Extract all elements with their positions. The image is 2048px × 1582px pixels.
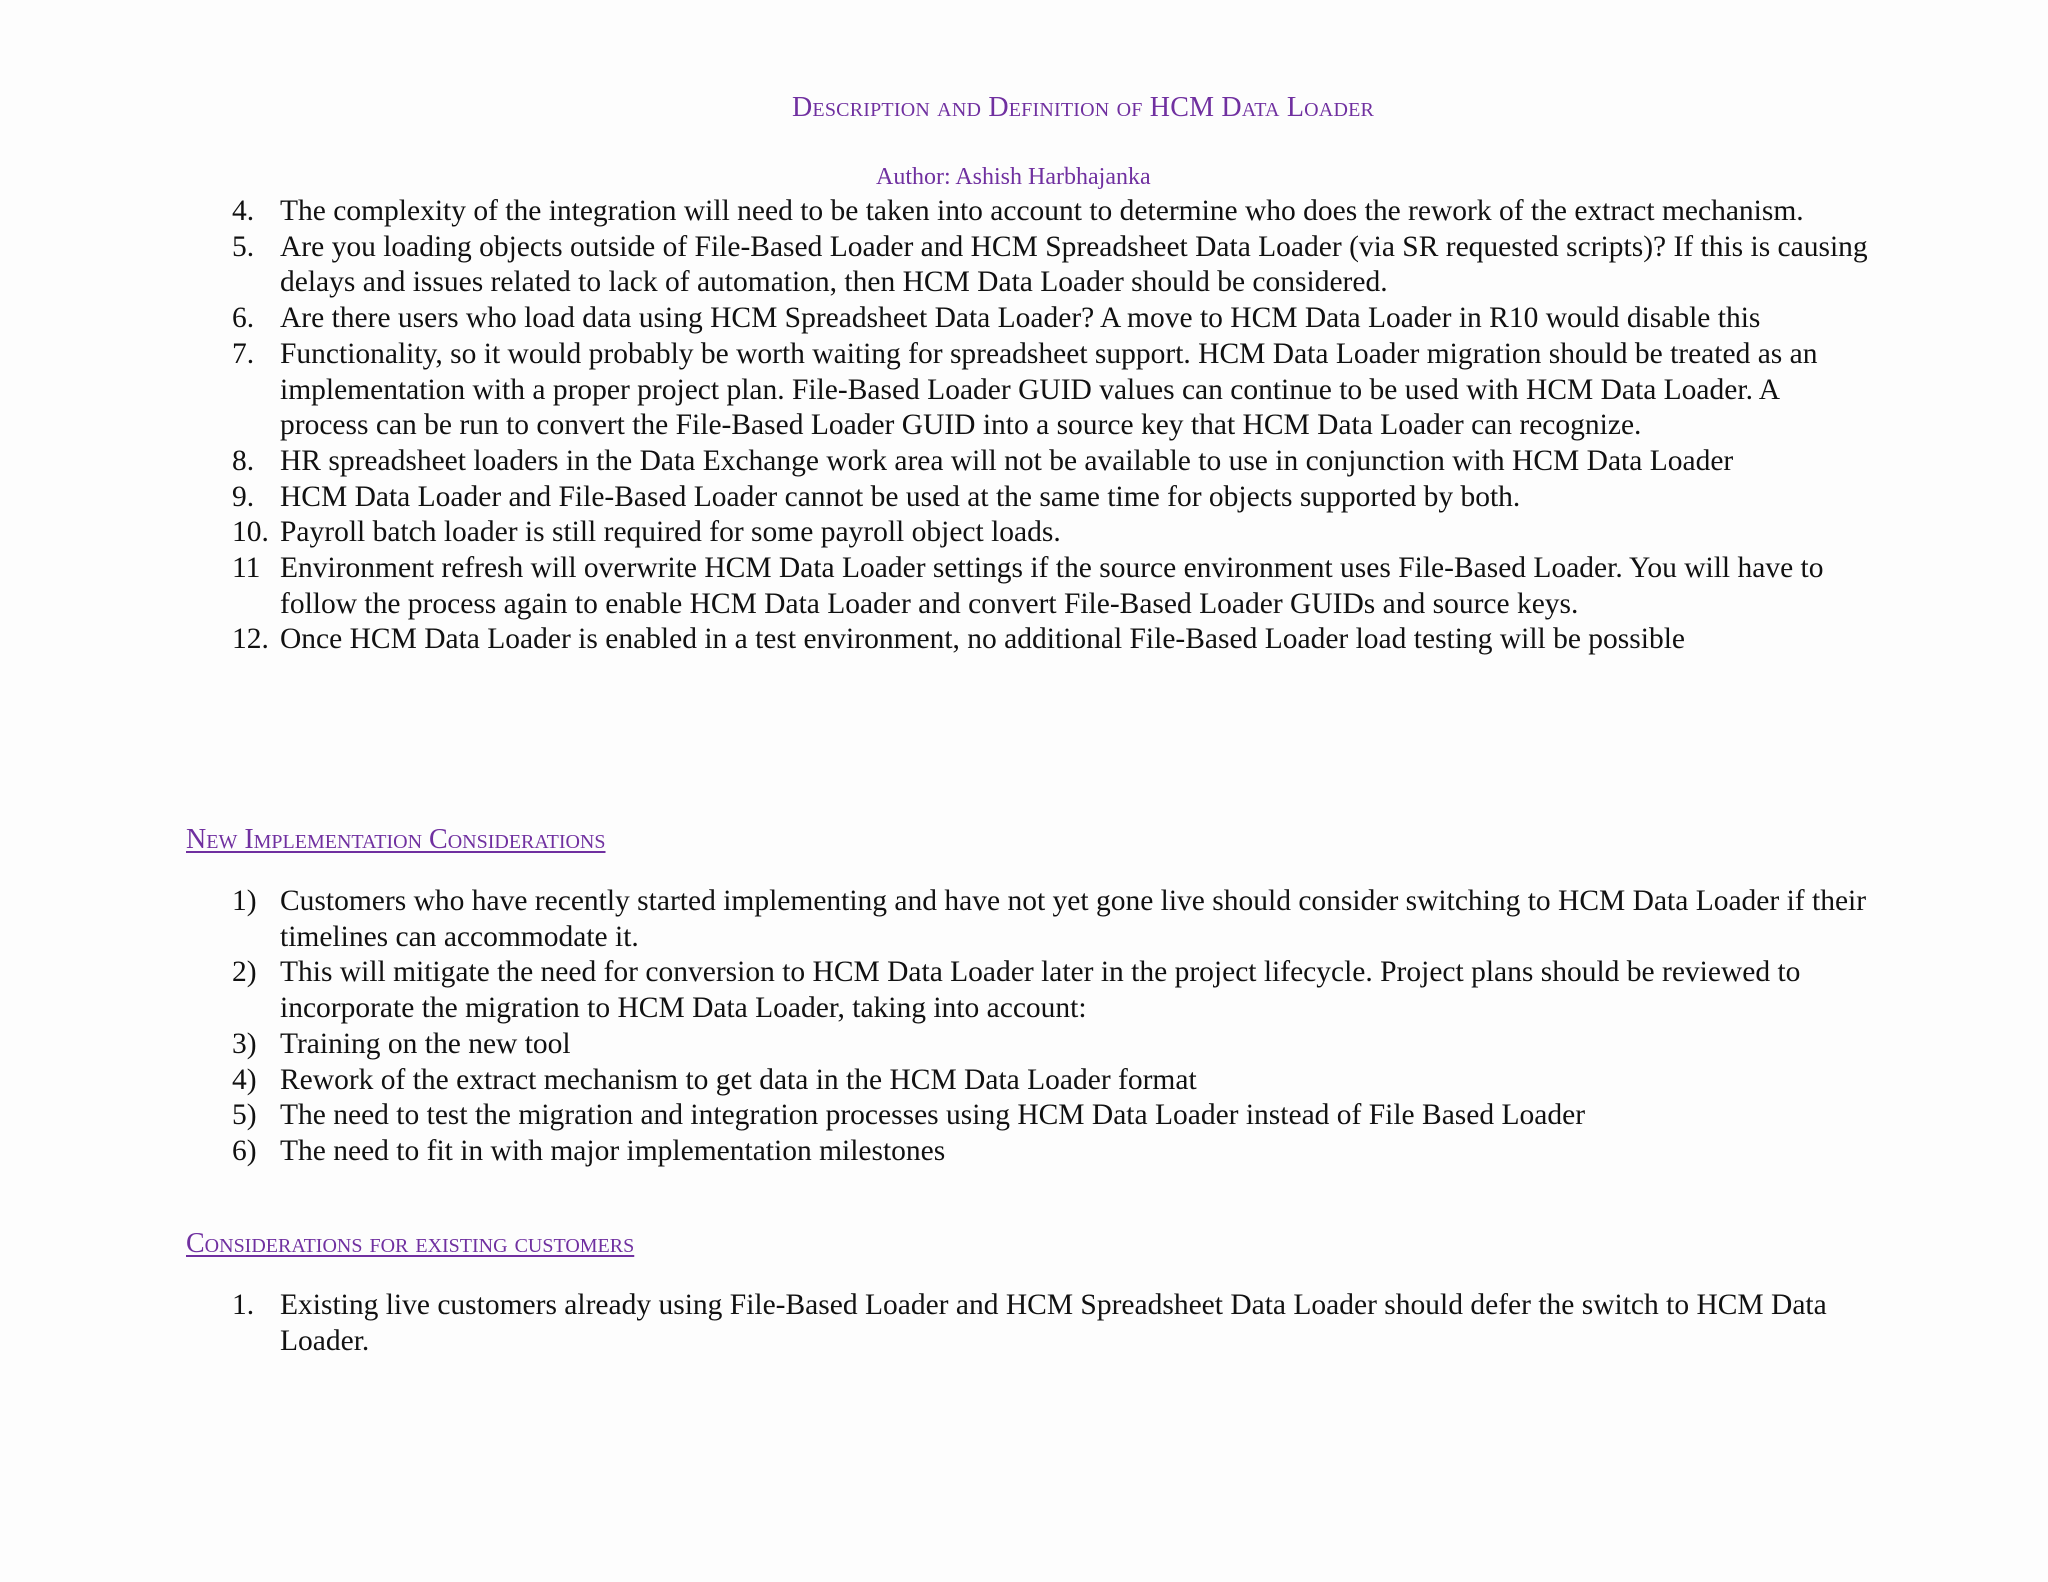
list-item-text: HCM Data Loader and File-Based Loader cannot be used at the same time for objects supported by both. [280,480,1521,513]
new-implementation-heading: New Implementation Considerations [186,824,606,855]
list-item-text: Are there users who load data using HCM Spreadsheet Data Loader? A move to HCM Data Loader in R10 would disable this [280,302,1761,335]
list-item-number: 4) [232,1063,257,1096]
document-title: Description and Definition of HCM Data Loader [792,92,1375,123]
list-item [232,1027,1872,1063]
list-item [232,301,1872,337]
list-item [232,1288,1872,1359]
list-item-text: The need to fit in with major implementation milestones [280,1134,946,1167]
list-item-number: 10. [232,516,269,549]
list-item [232,551,1872,622]
list-item [232,194,1872,230]
existing-customers-heading: Considerations for existing customers [186,1228,635,1259]
list-item-number: 11 [232,552,261,585]
list-item-number: 1) [232,885,257,917]
list-item-number: 4. [232,195,255,227]
list-item-number: 8. [232,444,255,477]
list-item-text: The need to test the migration and integration processes using HCM Data Loader instead of File Based Loader [280,1099,1586,1132]
list-item-text: Are you loading objects outside of File-Based Loader and HCM Spreadsheet Data Loader (via SR requested scripts)? If this is causing delays and issues related to lack of automation, then HCM Data Loader should be considered. [280,230,1868,299]
list-item [232,955,1872,1026]
list-item-number: 5) [232,1099,257,1132]
list-item-text: Training on the new tool [280,1027,571,1060]
list-item-number: 9. [232,480,255,513]
document-author: Author: Ashish Harbhajanka [876,164,1151,190]
list-item [232,884,1872,955]
list-item-number: 6. [232,302,255,335]
list-item-text: Rework of the extract mechanism to get data in the HCM Data Loader format [280,1063,1197,1096]
list-item-number: 12. [232,623,269,656]
list-item-text: Existing live customers already using File-Based Loader and HCM Spreadsheet Data Loader should defer the switch to HCM Data Loader. [280,1289,1827,1357]
list-item [232,444,1872,480]
list-item [232,515,1872,551]
list-item [232,622,1872,658]
list-item [232,230,1872,301]
list-item-text: Once HCM Data Loader is enabled in a test environment, no additional File-Based Loader load testing will be possible [280,623,1685,656]
new-implementation-list [232,884,1872,1170]
list-item [232,337,1872,444]
list-item-text: Payroll batch loader is still required for some payroll object loads. [280,516,1061,549]
list-item [232,1098,1872,1134]
list-item [232,1063,1872,1099]
list-item-text: HR spreadsheet loaders in the Data Exchange work area will not be available to use in conjunction with HCM Data Loader [280,444,1734,477]
list-item-number: 2) [232,956,257,989]
list-item [232,480,1872,516]
list-item-number: 7. [232,337,255,370]
list-item-number: 5. [232,230,255,263]
list-item-number: 3) [232,1027,257,1060]
list-item-text: This will mitigate the need for conversion to HCM Data Loader later in the project lifecycle. Project plans should be reviewed to incorporate the migration to HCM Data Loader, taking into account: [280,956,1801,1025]
list-item [232,1134,1872,1170]
list-item-text: Functionality, so it would probably be worth waiting for spreadsheet support. HCM Data Loader migration should be treated as an implementation with a proper project plan. File-Based Loader GUID values can continue to be used with HCM Data Loader. A process can be run to convert the File-Based Loader GUID into a source key that HCM Data Loader can recognize. [280,337,1818,442]
list-item-number: 6) [232,1134,257,1167]
list-item-text: Customers who have recently started implementing and have not yet gone live should consider switching to HCM Data Loader if their timelines can accommodate it. [280,885,1867,953]
list-item-text: The complexity of the integration will need to be taken into account to determine who does the rework of the extract mechanism. [280,195,1804,227]
top-numbered-list [232,194,1872,658]
list-item-number: 1. [232,1289,255,1321]
existing-customers-list [232,1288,1872,1359]
list-item-text: Environment refresh will overwrite HCM Data Loader settings if the source environment uses File-Based Loader. You will have to follow the process again to enable HCM Data Loader and convert File-Based Loader GUIDs and source keys. [280,552,1824,620]
